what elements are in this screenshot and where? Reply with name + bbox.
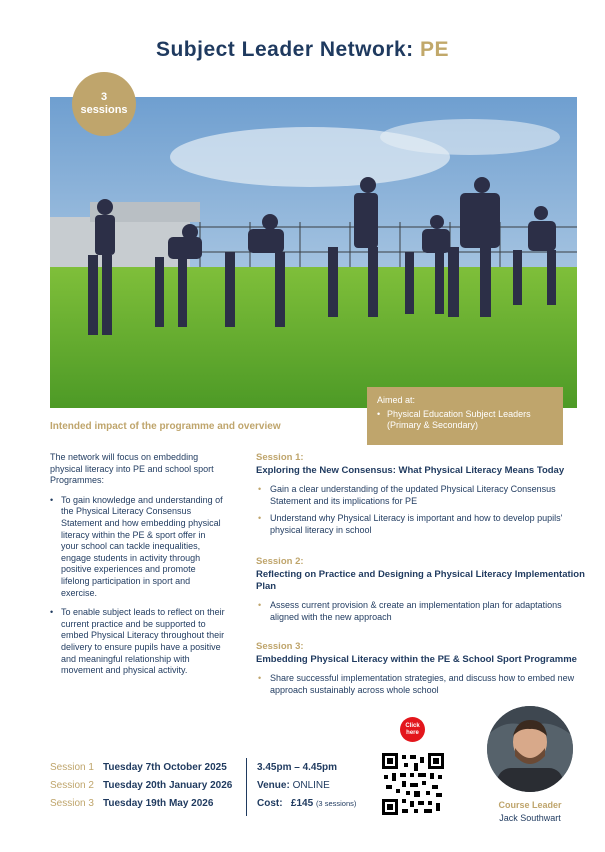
aimed-at-box — [367, 387, 563, 445]
session-bullets — [256, 673, 591, 696]
session-bullet: • Assess current provision & create an implementation plan for adaptations aligned with the new approach — [256, 600, 591, 623]
cost-label: Cost: — [257, 798, 283, 809]
badge-number: 3 — [100, 91, 108, 103]
session-bullets — [256, 600, 591, 623]
venue-row — [257, 777, 356, 795]
aimed-heading: Aimed at: — [377, 395, 416, 405]
session-label: Session 2: — [256, 556, 304, 567]
session-1 — [256, 452, 591, 542]
venue-label: Venue: — [257, 780, 290, 791]
click-here-button[interactable] — [400, 717, 425, 742]
course-leader-name: Jack Southwart — [499, 813, 561, 823]
session-label: Session 1: — [256, 452, 304, 463]
date-session: Session 3 — [50, 798, 94, 809]
session-2 — [256, 556, 591, 629]
intro-paragraph: The network will focus on embedding physical literacy into PE and school sport Programmes: — [50, 452, 214, 486]
venue-value: ONLINE — [292, 780, 330, 791]
date-value: Tuesday 7th October 2025 — [103, 762, 227, 773]
badge-label: sessions — [80, 104, 128, 116]
session-dates — [50, 759, 232, 813]
intro-bullet: • To gain knowledge and understanding of the Physical Literacy Consensus Statement and how embedding physical literacy within the PE & sport offer in your school can tackle inequalities, engage students in activity through positive experiences and promote lifelong participation in sport and exercise. — [50, 495, 225, 599]
date-session: Session 1 — [50, 762, 94, 773]
sessions-badge — [72, 72, 136, 136]
session-3 — [256, 641, 591, 702]
date-row — [50, 759, 232, 777]
title-accent: PE — [420, 38, 450, 61]
session-title: Reflecting on Practice and Designing a Physical Literacy Implementation Plan — [256, 569, 585, 592]
session-bullet: • Understand why Physical Literacy is important and how to develop pupils' physical literacy in school — [256, 513, 591, 536]
intro-bullet: • To enable subject leads to reflect on their current practice and be supported to embed Physical Literacy throughout their delivery to ensure pupils have a positive and meaningful relationship with movement and physical activity. — [50, 607, 225, 677]
session-title: Exploring the New Consensus: What Physical Literacy Means Today — [256, 465, 565, 476]
session-bullet: • Gain a clear understanding of the updated Physical Literacy Consensus Statement and its implications for PE — [256, 484, 591, 507]
session-bullet: • Share successful implementation strategies, and discuss how to embed new approach sustainably across whole school — [256, 673, 591, 696]
date-session: Session 2 — [50, 780, 94, 791]
course-leader-photo — [487, 706, 573, 792]
date-value: Tuesday 19th May 2026 — [103, 798, 214, 809]
divider — [246, 758, 247, 816]
date-row — [50, 777, 232, 795]
click-line1: Click — [405, 722, 420, 729]
cost-value: £145 — [290, 798, 314, 809]
course-leader-label: Course Leader — [498, 800, 562, 810]
qr-code[interactable] — [382, 753, 444, 815]
session-label: Session 3: — [256, 641, 304, 652]
intro-heading: Intended impact of the programme and overview — [50, 421, 281, 432]
intro-column — [50, 452, 225, 685]
cost-note: (3 sessions) — [315, 799, 357, 808]
session-bullets — [256, 484, 591, 536]
session-title: Embedding Physical Literacy within the PE & School Sport Programme — [256, 654, 577, 665]
event-info — [257, 759, 356, 813]
time: 3.45pm – 4.45pm — [257, 762, 338, 773]
aimed-item: • Physical Education Subject Leaders (Primary & Secondary) — [377, 409, 553, 431]
hero-photo — [50, 97, 577, 408]
date-row — [50, 795, 232, 813]
page-title — [0, 38, 605, 62]
cost-row — [257, 795, 356, 813]
click-line2: here — [406, 729, 419, 736]
title-main: Subject Leader Network: — [155, 38, 414, 61]
date-value: Tuesday 20th January 2026 — [103, 780, 233, 791]
intro-list — [50, 495, 225, 677]
